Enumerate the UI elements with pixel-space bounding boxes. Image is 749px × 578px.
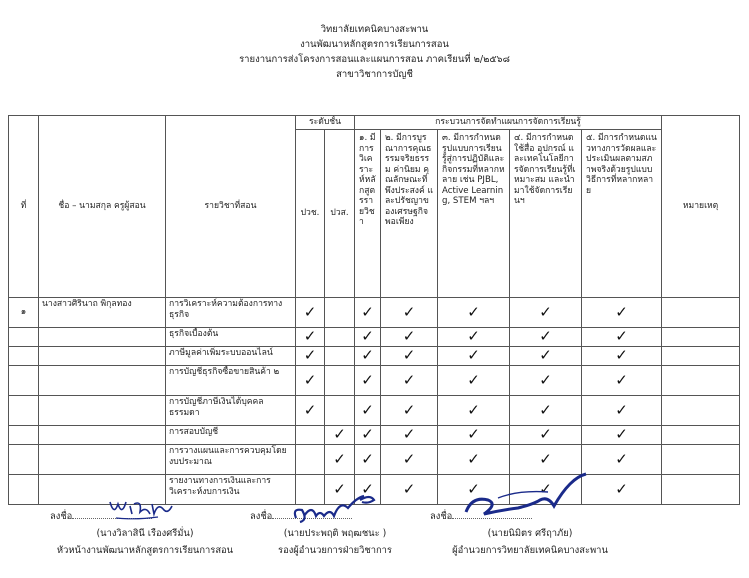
level-pvch-cell — [296, 396, 325, 426]
level-pvs-cell — [325, 445, 355, 475]
signature-block-3 — [430, 508, 630, 559]
process-2-cell — [381, 298, 438, 328]
check-mark-icon: ✓ — [467, 449, 480, 468]
check-mark-icon: ✓ — [402, 302, 416, 321]
col-header-subject: รายวิชาที่สอน — [166, 116, 296, 298]
report-header — [0, 22, 749, 82]
process-1-cell — [355, 396, 381, 426]
process-2-cell — [381, 445, 438, 475]
process-4-cell — [510, 328, 582, 347]
sign-label: ลงชื่อ — [430, 511, 453, 522]
row-number — [9, 347, 39, 366]
check-mark-icon: ✓ — [539, 346, 552, 364]
remark-cell — [662, 445, 740, 475]
level-pvch-cell — [296, 366, 325, 396]
process-3-cell — [438, 396, 510, 426]
check-mark-icon: ✓ — [361, 425, 374, 443]
level-pvs-cell — [325, 298, 355, 328]
process-5-cell — [582, 298, 662, 328]
subject-name: การบัญชีภาษีเงินได้บุคคลธรรมดา — [166, 396, 296, 426]
col-header-level: ระดับชั้น — [296, 116, 355, 130]
process-2-cell — [381, 426, 438, 445]
level-pvs-cell — [325, 328, 355, 347]
check-mark-icon: ✓ — [539, 449, 552, 468]
check-mark-icon: ✓ — [402, 400, 416, 419]
check-mark-icon: ✓ — [615, 425, 628, 443]
signer-name: (นายนิมิตร ศรีฤาภัย) — [487, 528, 573, 539]
check-mark-icon: ✓ — [615, 400, 628, 419]
col-header-pvch: ปวช. — [296, 130, 325, 298]
signer-name: (นายประพฤติ พฤฒชนะ ) — [283, 528, 387, 539]
process-1-cell — [355, 298, 381, 328]
level-pvch-cell — [296, 347, 325, 366]
level-pvs-cell — [325, 366, 355, 396]
check-mark-icon: ✓ — [303, 327, 317, 345]
signer-position: รองผู้อำนวยการฝ่ายวิชาการ — [278, 545, 392, 556]
handwritten-signature-3 — [458, 470, 598, 520]
process-3-cell — [438, 426, 510, 445]
table-row — [9, 298, 740, 328]
check-mark-icon: ✓ — [402, 479, 416, 498]
check-mark-icon: ✓ — [539, 425, 552, 443]
check-mark-icon: ✓ — [615, 346, 628, 364]
process-4-cell — [510, 396, 582, 426]
signer-name: (นางวิลาสินี เรืองศรีมั่น) — [96, 528, 194, 539]
signature-block-2 — [250, 508, 420, 559]
level-pvs-cell — [325, 426, 355, 445]
check-mark-icon: ✓ — [333, 425, 346, 443]
subject-name: ภาษีมูลค่าเพิ่มระบบออนไลน์ — [166, 347, 296, 366]
sign-label: ลงชื่อ — [50, 511, 73, 522]
check-mark-icon: ✓ — [467, 400, 480, 419]
college-name: วิทยาลัยเทคนิคบางสะพาน — [320, 24, 429, 35]
level-pvs-cell — [325, 396, 355, 426]
process-2-cell — [381, 475, 438, 505]
process-4-cell — [510, 347, 582, 366]
check-mark-icon: ✓ — [402, 327, 416, 345]
check-mark-icon: ✓ — [467, 346, 480, 364]
check-mark-icon: ✓ — [615, 302, 628, 321]
check-mark-icon: ✓ — [467, 425, 480, 443]
check-mark-icon: ✓ — [539, 370, 552, 389]
row-number — [9, 396, 39, 426]
check-mark-icon: ✓ — [361, 370, 374, 389]
check-mark-icon: ✓ — [303, 346, 317, 364]
check-mark-icon: ✓ — [361, 327, 374, 345]
check-mark-icon: ✓ — [303, 302, 317, 321]
process-5-cell — [582, 366, 662, 396]
process-1-cell — [355, 366, 381, 396]
col-header-process-3: ๓. มีการกำหนดรูปแบบการเรียนรู้สู่การปฏิบัติและกิจกรรมที่หลากหลาย เช่น PJBL, Active Learning, STEM ฯลฯ — [438, 130, 510, 298]
teacher-name — [39, 396, 166, 426]
subject-name: การบัญชีธุรกิจซื้อขายสินค้า ๒ — [166, 366, 296, 396]
subject-name: ธุรกิจเบื้องต้น — [166, 328, 296, 347]
table-row — [9, 328, 740, 347]
subject-name: รายงานทางการเงินและการวิเคราะห์งบการเงิน — [166, 475, 296, 505]
check-mark-icon: ✓ — [361, 400, 374, 419]
row-number — [9, 475, 39, 505]
row-number — [9, 328, 39, 347]
process-2-cell — [381, 328, 438, 347]
check-mark-icon: ✓ — [467, 370, 480, 389]
subject-name: การสอบบัญชี — [166, 426, 296, 445]
process-1-cell — [355, 445, 381, 475]
process-1-cell — [355, 347, 381, 366]
row-number — [9, 426, 39, 445]
report-table — [8, 115, 740, 505]
check-mark-icon: ✓ — [303, 370, 317, 389]
process-2-cell — [381, 347, 438, 366]
teacher-name — [39, 328, 166, 347]
teacher-name — [39, 445, 166, 475]
remark-cell — [662, 347, 740, 366]
col-header-process-4: ๔. มีการกำหนดใช้สื่อ อุปกรณ์ และเทคโนโลยีการจัดการเรียนรู้ที่เหมาะสม และนำมาใช้จัดการเรียนฯ — [510, 130, 582, 298]
table-row — [9, 366, 740, 396]
check-mark-icon: ✓ — [467, 302, 480, 321]
handwritten-signature-1 — [106, 496, 176, 522]
col-header-remark: หมายเหตุ — [662, 116, 740, 298]
remark-cell — [662, 396, 740, 426]
signer-position: ผู้อำนวยการวิทยาลัยเทคนิคบางสะพาน — [452, 545, 608, 556]
col-header-no: ที่ — [9, 116, 39, 298]
process-3-cell — [438, 328, 510, 347]
department-name: งานพัฒนาหลักสูตรการเรียนการสอน — [300, 39, 449, 50]
process-4-cell — [510, 426, 582, 445]
check-mark-icon: ✓ — [615, 479, 628, 498]
table-row — [9, 445, 740, 475]
signature-block-1 — [50, 508, 240, 559]
process-5-cell — [582, 347, 662, 366]
subject-name: การวางแผนและการควบคุมโดยงบประมาณ — [166, 445, 296, 475]
check-mark-icon: ✓ — [467, 327, 480, 345]
process-5-cell — [582, 396, 662, 426]
row-number — [9, 366, 39, 396]
col-header-process-2: ๒. มีการบูรณาการคุณธรรมจริยธรรม ค่านิยม คุณลักษณะที่พึงประสงค์ และปรัชญาของเศรษฐกิจพอเพียง — [381, 130, 438, 298]
signature-section — [0, 508, 749, 578]
process-3-cell — [438, 298, 510, 328]
check-mark-icon: ✓ — [361, 479, 374, 498]
process-4-cell — [510, 298, 582, 328]
check-mark-icon: ✓ — [402, 370, 416, 389]
check-mark-icon: ✓ — [333, 449, 346, 468]
check-mark-icon: ✓ — [539, 327, 552, 345]
row-number: ๑ — [9, 298, 39, 328]
col-header-name: ชื่อ – นามสกุล ครูผู้สอน — [39, 116, 166, 298]
signer-position: หัวหน้างานพัฒนาหลักสูตรการเรียนการสอน — [56, 545, 234, 556]
remark-cell — [662, 328, 740, 347]
teacher-name — [39, 426, 166, 445]
process-5-cell — [582, 328, 662, 347]
process-2-cell — [381, 366, 438, 396]
teacher-name: นางสาวศิรินาถ พิกุลทอง — [39, 298, 166, 328]
check-mark-icon: ✓ — [361, 346, 374, 364]
col-header-pvs: ปวส. — [325, 130, 355, 298]
check-mark-icon: ✓ — [333, 479, 346, 498]
process-2-cell — [381, 396, 438, 426]
report-title: รายงานการส่งโครงการสอนและแผนการสอน ภาคเรียนที่ ๒/๒๕๖๘ — [239, 54, 510, 65]
remark-cell — [662, 366, 740, 396]
level-pvs-cell — [325, 347, 355, 366]
col-header-process-1: ๑. มีการวิเคราะห์หลักสูตรรายวิชา — [355, 130, 381, 298]
check-mark-icon: ✓ — [303, 400, 317, 419]
level-pvch-cell — [296, 445, 325, 475]
check-mark-icon: ✓ — [615, 370, 628, 389]
check-mark-icon: ✓ — [615, 327, 628, 345]
table-row — [9, 347, 740, 366]
level-pvch-cell — [296, 298, 325, 328]
check-mark-icon: ✓ — [467, 479, 480, 498]
table-row — [9, 396, 740, 426]
subject-name: การวิเคราะห์ความต้องการทางธุรกิจ — [166, 298, 296, 328]
check-mark-icon: ✓ — [402, 425, 416, 443]
remark-cell — [662, 475, 740, 505]
check-mark-icon: ✓ — [539, 302, 552, 321]
check-mark-icon: ✓ — [539, 400, 552, 419]
teacher-name — [39, 366, 166, 396]
teacher-name — [39, 347, 166, 366]
remark-cell — [662, 298, 740, 328]
col-header-process: กระบวนการจัดทำแผนการจัดการเรียนรู้ — [355, 116, 662, 130]
check-mark-icon: ✓ — [361, 302, 374, 321]
check-mark-icon: ✓ — [361, 449, 374, 468]
process-1-cell — [355, 426, 381, 445]
process-4-cell — [510, 366, 582, 396]
program-name: สาขาวิชาการบัญชี — [336, 69, 413, 80]
process-1-cell — [355, 328, 381, 347]
check-mark-icon: ✓ — [539, 479, 552, 498]
level-pvch-cell — [296, 328, 325, 347]
check-mark-icon: ✓ — [402, 449, 416, 468]
table-row — [9, 426, 740, 445]
process-3-cell — [438, 366, 510, 396]
table-body — [9, 298, 740, 505]
handwritten-signature-2 — [290, 490, 380, 526]
row-number — [9, 445, 39, 475]
process-5-cell — [582, 426, 662, 445]
check-mark-icon: ✓ — [402, 346, 416, 364]
col-header-process-5: ๕. มีการกำหนดแนวทางการวัดผลและประเมินผลตามสภาพจริงด้วยรูปแบบวิธีการที่หลากหลาย — [582, 130, 662, 298]
check-mark-icon: ✓ — [615, 449, 628, 468]
process-3-cell — [438, 347, 510, 366]
sign-label: ลงชื่อ — [250, 511, 273, 522]
remark-cell — [662, 426, 740, 445]
level-pvch-cell — [296, 426, 325, 445]
